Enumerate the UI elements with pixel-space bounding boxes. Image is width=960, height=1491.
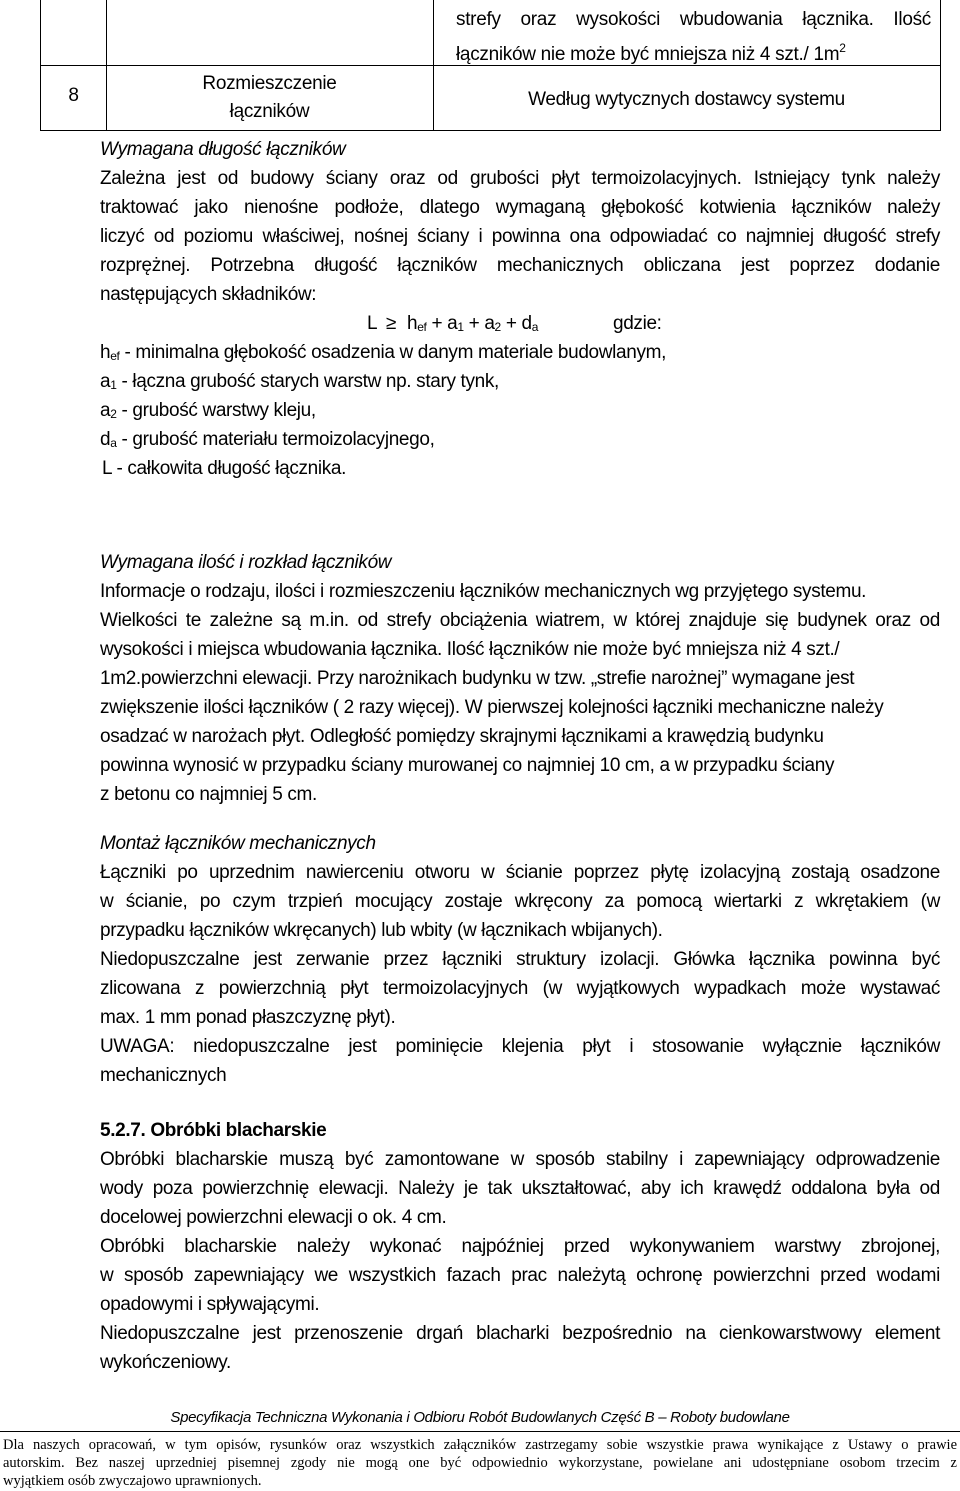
paragraph-line: liczyć od poziomu właściwej, nośnej ściany i powinna ona odpowiadać co najmniej długość strefy [100, 226, 940, 247]
formula-terms [407, 309, 538, 342]
def-symbol: a [100, 400, 111, 421]
table-cell-top-text: łączników nie może być mniejsza niż 4 szt./ 1m [456, 44, 840, 65]
formula-a2: + a [468, 313, 495, 334]
row-number: 8 [68, 85, 79, 106]
paragraph-line: Niedopuszczalne jest zerwanie przez łączniki struktury izolacji. Główka łącznika powinna być [100, 949, 940, 970]
paragraph-line: powinna wynosić w przypadku ściany murowanej co najmniej 10 cm, a w przypadku ściany [100, 755, 835, 776]
row-value: Według wytycznych dostawcy systemu [528, 89, 845, 110]
definition-line [100, 396, 940, 425]
row-label-line-1: Rozmieszczenie [202, 73, 337, 94]
legal-line: autorskim. Bez naszej uprzedniej pisemnej zgody nie mogą one być odpowiednio wykorzystane, powielane ani udostępniane osobom trzecim z [3, 1455, 957, 1471]
formula [100, 309, 940, 338]
def-symbol: h [100, 342, 111, 363]
paragraph-line: traktować jako nienośne podłoże, dlatego wymaganą głębokość kotwienia łączników należy [100, 197, 940, 218]
paragraph-line: Obróbki blacharskie muszą być zamontowane w sposób stabilny i zapewniający odprowadzenie [100, 1149, 940, 1170]
def-symbol: a [100, 371, 111, 392]
definition-line: L - całkowita długość łącznika. [102, 458, 347, 479]
section-heading: 5.2.7. Obróbki blacharskie [100, 1120, 327, 1141]
paragraph-line: zlicowana z powierzchnią płyt termoizolacyjnych (w wyjątkowych wypadkach może wystawać [100, 978, 940, 999]
section-mounting [100, 829, 940, 1090]
def-sub: 1 [110, 378, 117, 392]
paragraph-line: max. 1 mm ponad płaszczyznę płyt). [100, 1007, 396, 1028]
legal-line: wyjątkiem osób zwyczajowo uprawnionych. [3, 1473, 262, 1489]
def-sub: ef [110, 349, 120, 363]
footer-spec-title: Specyfikacja Techniczna Wykonania i Odbioru Robót Budowlanych Część B – Roboty budowlane [170, 1409, 790, 1426]
formula-sub: a [531, 320, 539, 334]
paragraph-line: Informacje o rodzaju, ilości i rozmieszczeniu łączników mechanicznych wg przyjętego systemu. [100, 581, 867, 602]
table-cell-top-line-1: strefy oraz wysokości wbudowania łącznika. Ilość [456, 9, 931, 30]
formula-L: L [367, 313, 378, 334]
paragraph-line: osadzać w narożach płyt. Odległość pomiędzy skrajnymi łącznikami a krawędzią budynku [100, 726, 824, 747]
section-heading: Wymagana ilość i rozkład łączników [100, 552, 392, 573]
formula-d: + d [505, 313, 532, 334]
paragraph-line: Wielkości te zależne są m.in. od strefy obciążenia wiatrem, w której znajduje się budynek oraz od [100, 610, 940, 631]
definition-line [100, 367, 940, 396]
def-text: - łączna grubość starych warstw np. stary tynk, [121, 371, 499, 392]
formula-sub: ef [417, 320, 427, 334]
paragraph-line: w sposób zapewniający we wszystkich fazach prac należytą ochronę powierzchni przed wodami [100, 1265, 940, 1286]
section-required-length [100, 135, 940, 483]
paragraph-line: mechanicznych [100, 1065, 227, 1086]
formula-geq: ≥ [386, 313, 397, 334]
row-label-line-2: łączników [229, 101, 310, 122]
legal-line: Dla naszych opracowań, w tym opisów, rysunków oraz wszystkich załączników zastrzegamy sobie wszystkie prawa wynikające z Ustawy o prawie [3, 1437, 957, 1453]
def-text: - grubość materiału termoizolacyjnego, [121, 429, 435, 450]
section-flashing [100, 1116, 940, 1377]
table-cell-top-line-2 [456, 34, 846, 69]
def-symbol: d [100, 429, 111, 450]
section-heading: Wymagana długość łączników [100, 139, 346, 160]
formula-a1: + a [431, 313, 458, 334]
formula-h: h [407, 313, 418, 334]
paragraph-line: w ścianie, po czym trzpień mocujący zostaje wkręcony za pomocą wiertarki z wkrętakiem (w [100, 891, 940, 912]
footer-legal-notice [3, 1436, 957, 1490]
paragraph-line: przypadku łączników wkręcanych) lub wbity (w łącznikach wbijanych). [100, 920, 663, 941]
section-heading: Montaż łączników mechanicznych [100, 833, 376, 854]
definition-line [100, 338, 940, 367]
paragraph-line: wykończeniowy. [100, 1352, 231, 1373]
formula-sub: 1 [457, 320, 464, 334]
formula-sub: 2 [494, 320, 501, 334]
def-sub: 2 [110, 407, 117, 421]
paragraph-line: UWAGA: niedopuszczalne jest pominięcie klejenia płyt i stosowanie wyłącznie łączników [100, 1036, 940, 1057]
section-quantity-distribution [100, 548, 940, 809]
spec-table [40, 0, 941, 131]
paragraph-line: Łączniki po uprzednim nawierceniu otworu w ścianie poprzez płytę izolacyjną zostają osadzone [100, 862, 940, 883]
footer-divider [0, 1431, 960, 1432]
formula-where: gdzie: [613, 313, 662, 334]
paragraph-line: wody poza powierzchnię elewacji. Należy je tak ukształtować, aby ich krawędź oddalona była od [100, 1178, 940, 1199]
def-sub: a [110, 436, 117, 450]
def-text: - minimalna głębokość osadzenia w danym materiale budowlanym, [124, 342, 667, 363]
paragraph-line: następujących składników: [100, 284, 317, 305]
paragraph-line: Zależna jest od budowy ściany oraz od grubości płyt termoizolacyjnych. Istniejący tynk należy [100, 168, 940, 189]
paragraph-line: opadowymi i spływającymi. [100, 1294, 320, 1315]
paragraph-line: wysokości i miejsca wbudowania łącznika. Ilość łączników nie może być mniejsza niż 4 szt./ [100, 639, 840, 660]
paragraph-line: Niedopuszczalne jest przenoszenie drgań blacharki bezpośrednio na cienkowarstwowy element [100, 1323, 940, 1344]
paragraph-line: rozprężnej. Potrzebna długość łączników mechanicznych obliczana jest poprzez dodanie [100, 255, 940, 276]
paragraph-line: docelowej powierzchni elewacji o ok. 4 cm. [100, 1207, 447, 1228]
paragraph-line: zwiększenie ilości łączników ( 2 razy więcej). W pierwszej kolejności łączniki mechaniczne należy [100, 697, 884, 718]
definition-line [100, 425, 940, 454]
def-text: - grubość warstwy kleju, [121, 400, 316, 421]
paragraph-line: 1m2.powierzchni elewacji. Przy narożnikach budynku w tzw. „strefie narożnej” wymagane jest [100, 668, 855, 689]
superscript: 2 [839, 41, 846, 55]
paragraph-line: z betonu co najmniej 5 cm. [100, 784, 317, 805]
paragraph-line: Obróbki blacharskie należy wykonać najpóźniej przed wykonywaniem warstwy zbrojonej, [100, 1236, 940, 1257]
